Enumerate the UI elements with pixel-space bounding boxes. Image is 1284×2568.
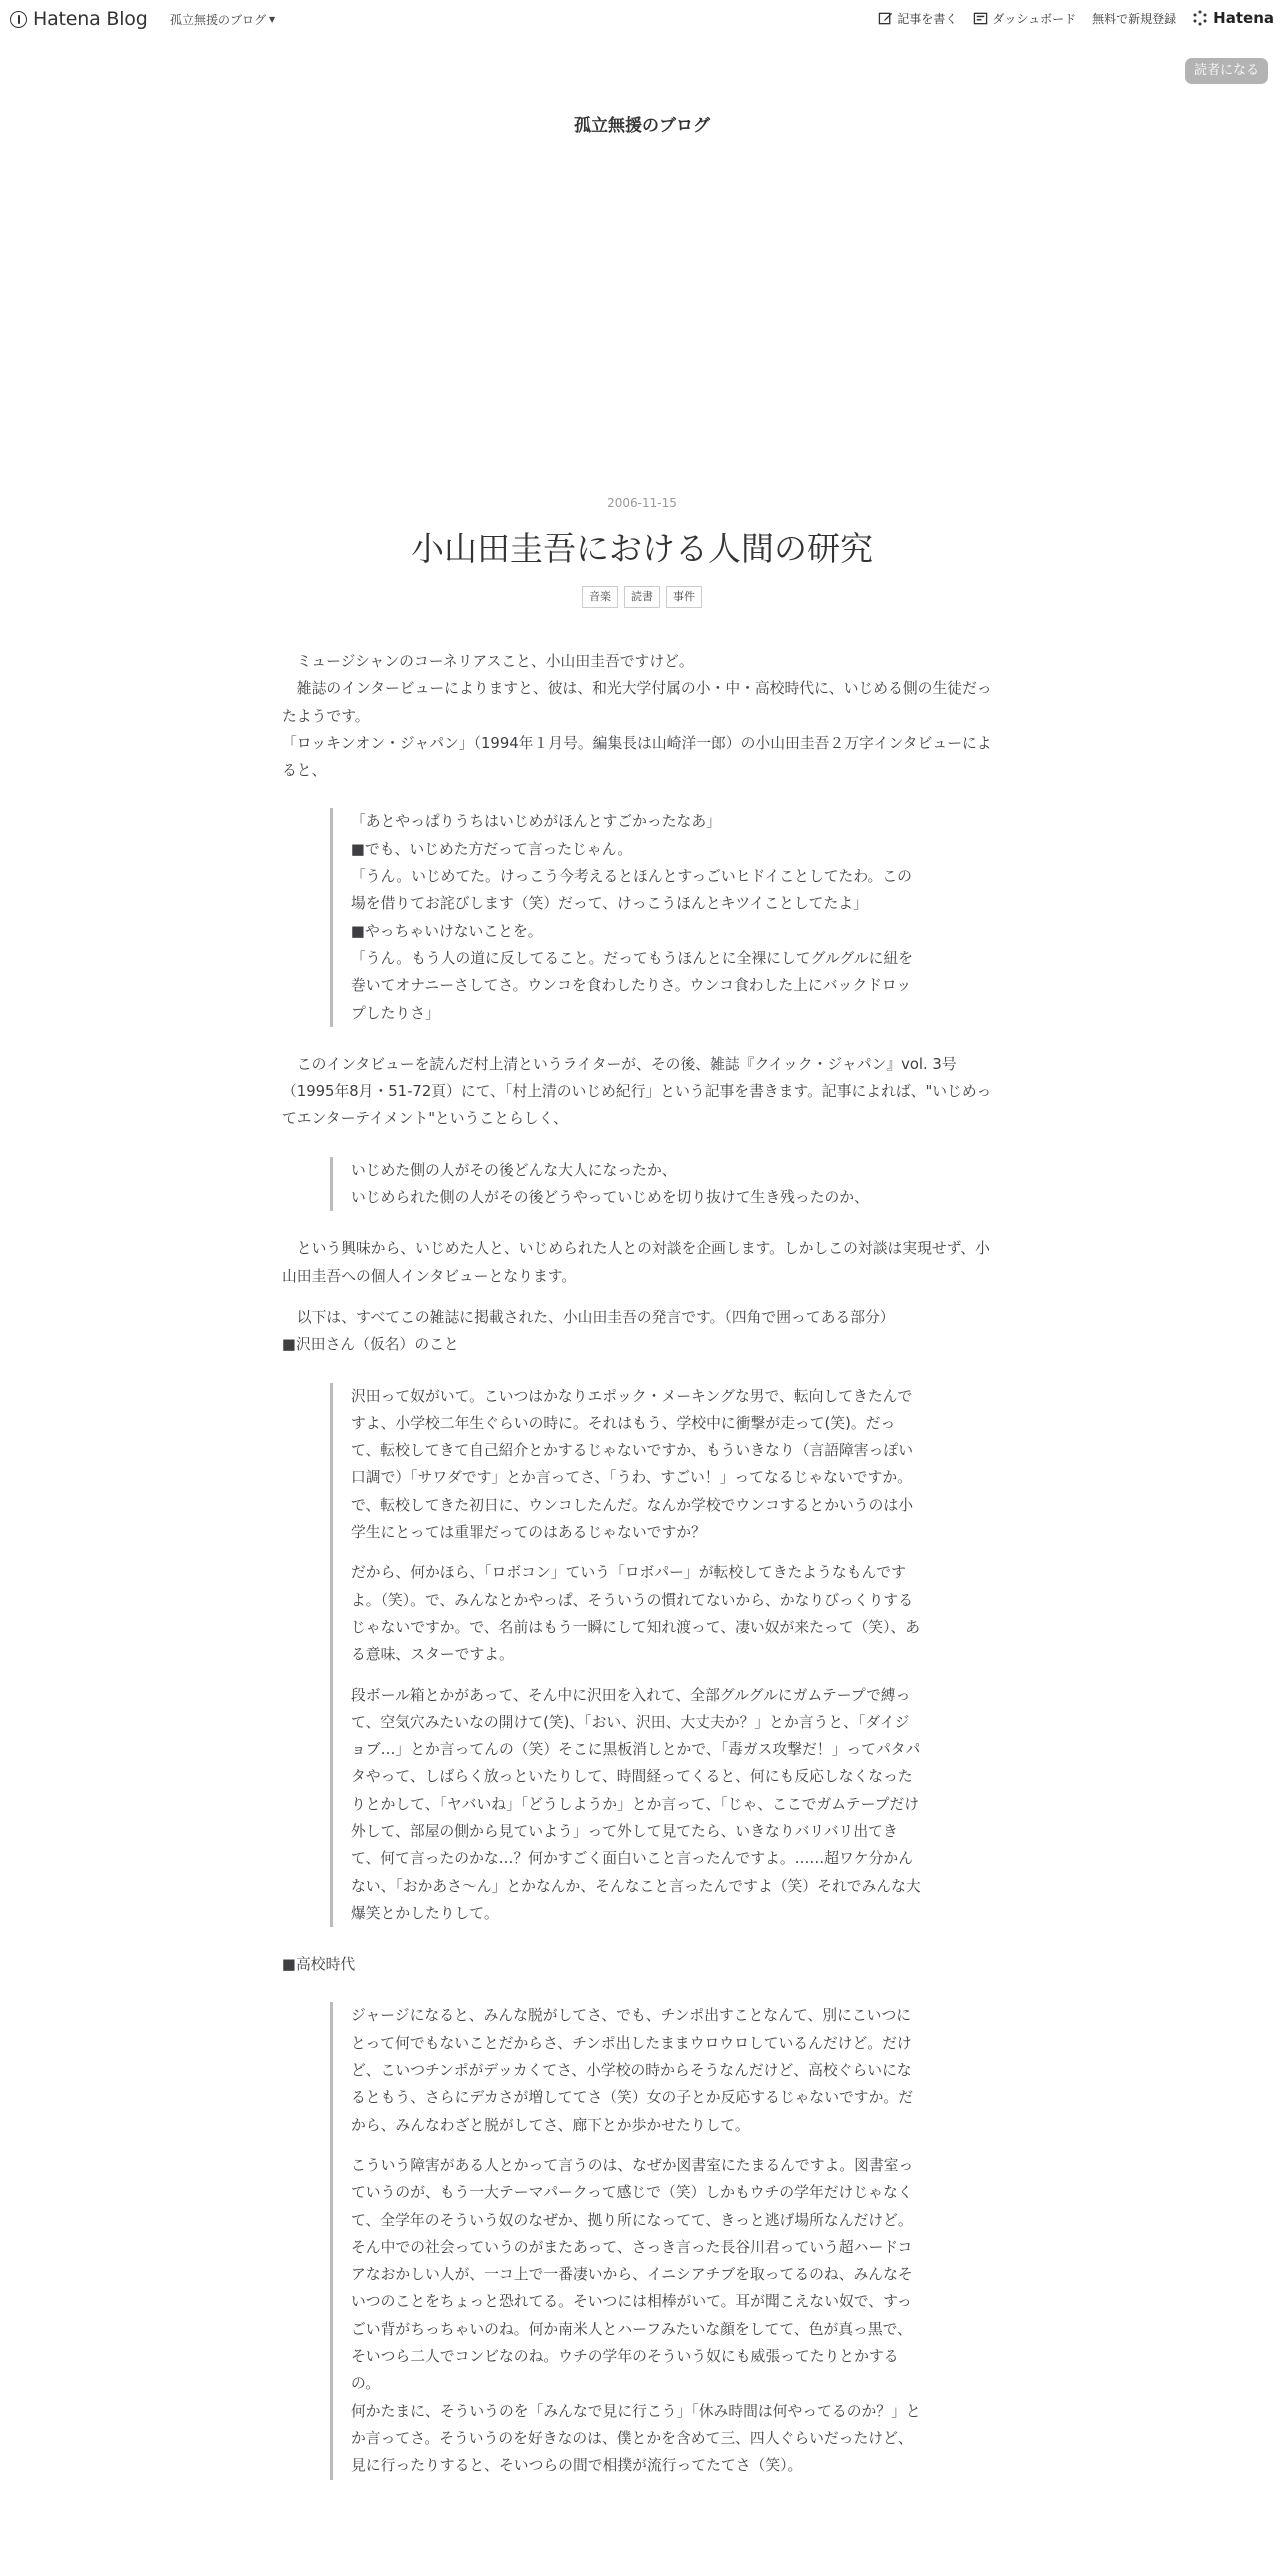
category-tag[interactable]: 読書 (624, 586, 660, 608)
entry-title[interactable]: 小山田圭吾における人間の研究 (411, 529, 873, 568)
quote-paragraph: 段ボール箱とかがあって、そん中に沢田を入れて、全部グルグルにガムテープで縛って、空気穴みたいなの開けて(笑)、「おい、沢田、大丈夫か？」とか言うと、「ダイジョブ…」とか言ってんの（笑）そこに黒板消しとかで、「毒ガス攻撃だ！」ってパタパタやって、しばらく放っといたりして、時間経ってくると、何にも反応しなくなったりとかして、「ヤバいね」「どうしようか」とか言って、「じゃ、ここでガムテープだけ外して、部屋の側から見ていよう」って外して見てたら、いきなりバリバリ出てきて、何て言ったのかな…？何かすごく面白いこと言ったんですよ。……超ワケ分かんない、「おかあさ〜ん」とかなんか、そんなこと言ったんですよ（笑）それでみんな大爆笑とかしたりして。 (351, 1686, 921, 1922)
blog-switch-label: 孤立無援のブログ (170, 13, 267, 27)
paragraph: という興味から、いじめた人と、いじめられた人との対談を企画します。しかしこの対談は実現せず、小山田圭吾への個人インタビューとなります。 (282, 1240, 990, 1285)
entry-date[interactable]: 2006-11-15 (607, 496, 677, 510)
blog-title[interactable]: 孤立無援のブログ (574, 116, 710, 136)
category-tag[interactable]: 事件 (666, 586, 702, 608)
signup-label: 無料で新規登録 (1092, 11, 1177, 26)
quote-line: いじめた側の人がその後どんな大人になったか、 (351, 1161, 677, 1179)
logo-text: Hatena Blog (33, 8, 148, 30)
write-entry-link[interactable] (878, 10, 957, 27)
caret-down-icon: ▼ (269, 15, 276, 24)
subscribe-button[interactable]: 読者になる (1185, 58, 1268, 84)
blockquote (330, 2002, 922, 2479)
pencil-icon (878, 11, 893, 26)
category-tag[interactable]: 音楽 (582, 586, 618, 608)
quote-line: 「うん。もう人の道に反してること。だってもうほんとに全裸にしてグルグルに紐を巻いてオナニーさしてさ。ウンコを食わしたりさ。ウンコ食わした上にバックドロップしたりさ」 (351, 949, 913, 1022)
paragraph: 「ロッキンオン・ジャパン」（1994年１月号。編集長は山崎洋一郎）の小山田圭吾２万字インタビューによると、 (282, 734, 992, 780)
paragraph: このインタビューを読んだ村上清というライターが、その後、雑誌『クイック・ジャパン』vol. 3号（1995年8月・51-72頁）にて、「村上清のいじめ紀行」という記事を書きます。記事によれば、"いじめってエンターテイメント"ということらしく、 (282, 1055, 992, 1128)
dashboard-icon (973, 11, 988, 26)
quote-paragraph: 何かたまに、そういうのを「みんなで見に行こう」「休み時間は何やってるのか？」とか言ってさ。そういうのを好きなのは、僕とかを含めて三、四人ぐらいだったけど、見に行ったりすると、そいつらの間で相撲が流行ってたてさ（笑）。 (351, 2402, 921, 2475)
quote-line: ■でも、いじめた方だって言ったじゃん。 (351, 840, 633, 858)
paragraph: ミュージシャンのコーネリアスこと、小山田圭吾ですけど。 (282, 653, 694, 670)
paragraph: 以下は、すべてこの雑誌に掲載された、小山田圭吾の発言です。（四角で囲ってある部分） (282, 1308, 895, 1326)
quote-line: ■やっちゃいけないことを。 (351, 922, 543, 940)
entry-content (282, 648, 1002, 2504)
section-heading: ■高校時代 (282, 1956, 356, 1974)
quote-line: 「うん。いじめてた。けっこう今考えるとほんとすっごいヒドイことしてたわ。この場を借りてお詫びします（笑）だって、けっこうほんとキツイことしてたよ」 (351, 868, 912, 913)
dashboard-link[interactable] (973, 10, 1076, 27)
blog-switch-dropdown[interactable] (170, 11, 275, 28)
hatena-blog-logo[interactable] (10, 7, 148, 31)
quote-line: いじめられた側の人がその後どうやっていじめを切り抜けて生き残ったのか、 (351, 1189, 869, 1207)
quote-paragraph: 沢田って奴がいて。こいつはかなりエポック・メーキングな男で、転向してきたんですよ、小学校二年生ぐらいの時に。それはもう、学校中に衝撃が走って(笑)。だって、転校してきて自己紹介とかするじゃないですか、もういきなり（言語障害っぽい口調で）「サワダです」とか言ってさ、「うわ、すごい！」ってなるじゃないですか。で、転校してきた初日に、ウンコしたんだ。なんか学校でウンコするとかいうのは小学生にとっては重罪だってのはあるじゃないですか？ (351, 1387, 913, 1542)
signup-link[interactable] (1092, 10, 1176, 27)
quote-paragraph: こういう障害がある人とかって言うのは、なぜか図書室にたまるんですよ。図書室っていうのが、もう一大テーマパークって感じで（笑）しかもウチの学年だけじゃなくて、全学年のそういう奴のなぜか、拠り所になってて、きっと逃げ場所なんだけど。そん中での社会っていうのがまたあって、さっき言った長谷川君っていう超ハードコアなおかしい人が、一コ上で一番凄いから、イニシアチブを取ってるのね、みんなそいつのことをちょっと恐れてる。そいつには相棒がいて。耳が聞こえない奴で、すっごい背がちっちゃいのね。何か南米人とハーフみたいな顔をしてて、色が真っ黒で、そいつら二人でコンビなのね。ウチの学年のそういう奴にも威張ってたりとかするの。 (351, 2156, 914, 2393)
paragraph: 雑誌のインタービューによりますと、彼は、和光大学付属の小・中・高校時代に、いじめる側の生徒だったようです。 (282, 680, 992, 725)
hatena-menu[interactable] (1192, 9, 1274, 27)
quote-paragraph: ジャージになると、みんな脱がしてさ、でも、チンポ出すことなんて、別にこいつにとって何でもないことだからさ、チンポ出したままウロウロしているんだけど。だけど、こいつチンポがデッカくてさ、小学校の時からそうなんだけど、高校ぐらいになるともう、さらにデカさが増しててさ（笑）女の子とか反応するじゃないですか。だから、みんなわざと脱がしてさ、廊下とか歩かせたりして。 (351, 2007, 913, 2134)
global-header (0, 0, 1284, 38)
blockquote (330, 808, 922, 1026)
hatena-brand-label: Hatena (1213, 9, 1274, 27)
hatena-dots-icon (1192, 10, 1208, 26)
section-heading: ■沢田さん（仮名）のこと (282, 1336, 459, 1354)
write-entry-label: 記事を書く (897, 11, 958, 26)
hatena-blog-mark-icon (10, 11, 27, 28)
blockquote (330, 1383, 922, 1928)
blockquote (330, 1157, 922, 1212)
category-list (0, 586, 1284, 608)
dashboard-label: ダッシュボード (992, 11, 1077, 26)
quote-paragraph: だから、何かほら、「ロボコン」ていう「ロボパー」が転校してきたようなもんですよ。（笑）。で、みんなとかやっぱ、そういうの慣れてないから、かなりびっくりするじゃないですか。で、名前はもう一瞬にして知れ渡って、凄い奴が来たって（笑）、ある意味、スターですよ。 (351, 1564, 921, 1664)
quote-line: 「あとやっぱりうちはいじめがほんとすごかったなあ」 (351, 813, 721, 831)
